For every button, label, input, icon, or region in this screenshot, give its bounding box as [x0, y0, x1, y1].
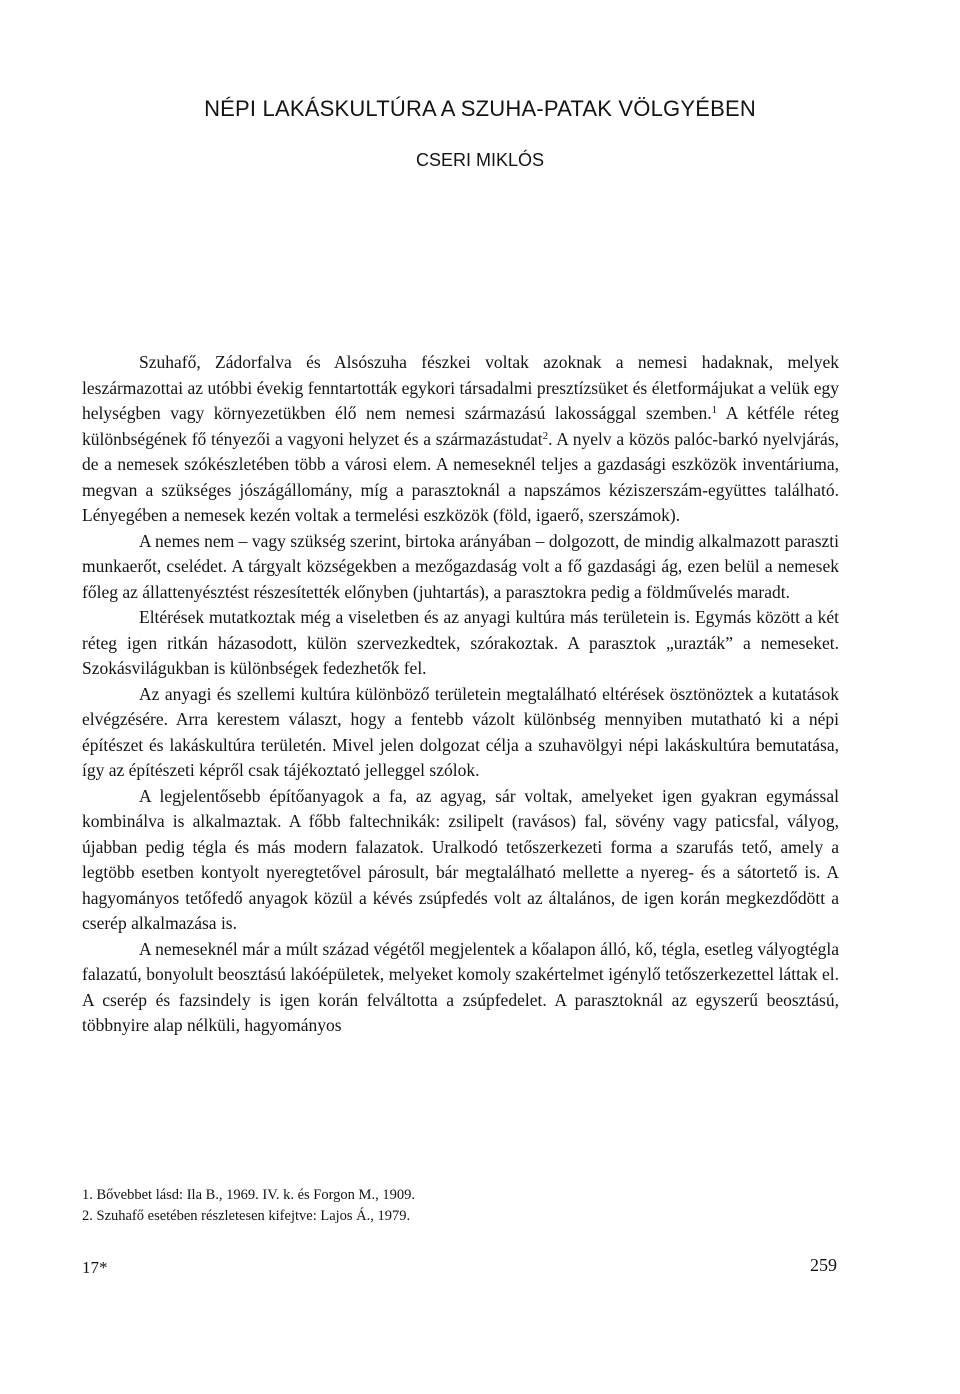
article-title: NÉPI LAKÁSKULTÚRA A SZUHA-PATAK VÖLGYÉBEN — [204, 96, 756, 121]
article-author: CSERI MIKLÓS — [415, 150, 545, 170]
paragraph-3: Eltérések mutatkoztak még a viseletben és az anyagi kultúra más területein is. Egymás között a két réteg igen ritkán házasodott, külön szervezkedtek, szórakoztak. A parasztok „urazták” a nemeseket. Szokásvilágukban is különbségek fedezhetők fel. — [82, 607, 839, 678]
paragraph-1-part-b: A kétféle réteg különbségének fő tényezői a vagyoni helyzet és a származástudat — [82, 403, 839, 449]
signature-mark: 17* — [82, 1258, 108, 1277]
paragraph-2: A nemes nem – vagy szükség szerint, birtoka arányában – dolgozott, de mindig alkalmazott paraszti munkaerőt, cselédet. A tárgyalt községekben a mezőgazdaság volt a fő gazdasági ág, ezen belül a nemesek főleg az állattenyésztést részesítették előnyben (juhtartás), a parasztokra pedig a földművelés maradt. — [82, 530, 839, 602]
footnote-2: 2. Szuhafő esetében részletesen kifejtve: Lajos Á., 1979. — [82, 1208, 411, 1224]
footnote-ref-2: 2 — [542, 429, 549, 442]
footnote-1: 1. Bővebbet lásd: Ila B., 1969. IV. k. és Forgon M., 1909. — [82, 1187, 415, 1203]
paragraph-5: A legjelentősebb építőanyagok a fa, az agyag, sár voltak, amelyeket igen gyakran egymással kombinálva is alkalmaztak. A főbb faltechnikák: zsilipelt (ravásos) fal, sövény vagy paticsfal, vályog, újabban pedig tégla és más modern falazatok. Uralkodó tetőszerkezeti forma a szarufás tető, amely a legtöbb esetben kontyolt nyeregtetővel párosult, bár megtalálható mellette a nyereg- és a sátortető is. A hagyományos tetőfedő anyagok közül a kévés zsúpfedés volt az általános, de igen korán megkezdődött a cserép alkalmazása is. — [82, 785, 839, 933]
paragraph-1-part-c: . A nyelv a közös palóc-barkó nyelvjárás, de a nemesek szókészletében több a városi elem. A nemeseknél teljes a gazdasági eszközök inventáriuma, megvan a szükséges jószágállomány, míg a parasztoknál a napszámos kéziszerszám-együttes található. Lényegében a nemesek kezén voltak a termelési eszközök (föld, igaerő, szerszámok). — [82, 428, 840, 525]
article-body — [82, 350, 839, 1039]
footnote-ref-1: 1 — [711, 404, 718, 416]
page-number: 259 — [810, 1255, 837, 1275]
paragraph-1-part-a: Szuhafő, Zádorfalva és Alsószuha fészkei voltak azoknak a nemesi hadaknak, melyek leszármazottai az utóbbi évekig fenntartották egykori társadalmi presztízsüket és életformájukat a velük egy helységben vagy környezetükben élő nem nemesi származású lakossággal szemben. — [82, 352, 839, 423]
paragraph-4: Az anyagi és szellemi kultúra különböző területein megtalálható eltérések ösztönöztek a kutatások elvégzésére. Arra kerestem választ, hogy a fentebb vázolt különbség mennyiben mutatható ki a népi építészet és lakáskultúra területén. Mivel jelen dolgozat célja a szuhavölgyi népi lakáskultúra bemutatása, így az építészeti képről csak tájékoztató jelleggel szólok. — [82, 683, 839, 780]
paragraph-6: A nemeseknél már a múlt század végétől megjelentek a kőalapon álló, kő, tégla, esetleg vályogtégla falazatú, bonyolult beosztású lakóépületek, melyeket komoly szakértelmet igénylő tetőszerkezettel láttak el. A cserép és fazsindely is igen korán felváltotta a zsúpfedelet. A parasztoknál az egyszerű beosztású, többnyire alap nélküli, hagyományos — [82, 938, 839, 1035]
footnotes — [82, 1185, 839, 1227]
paragraph-1 — [82, 350, 839, 529]
